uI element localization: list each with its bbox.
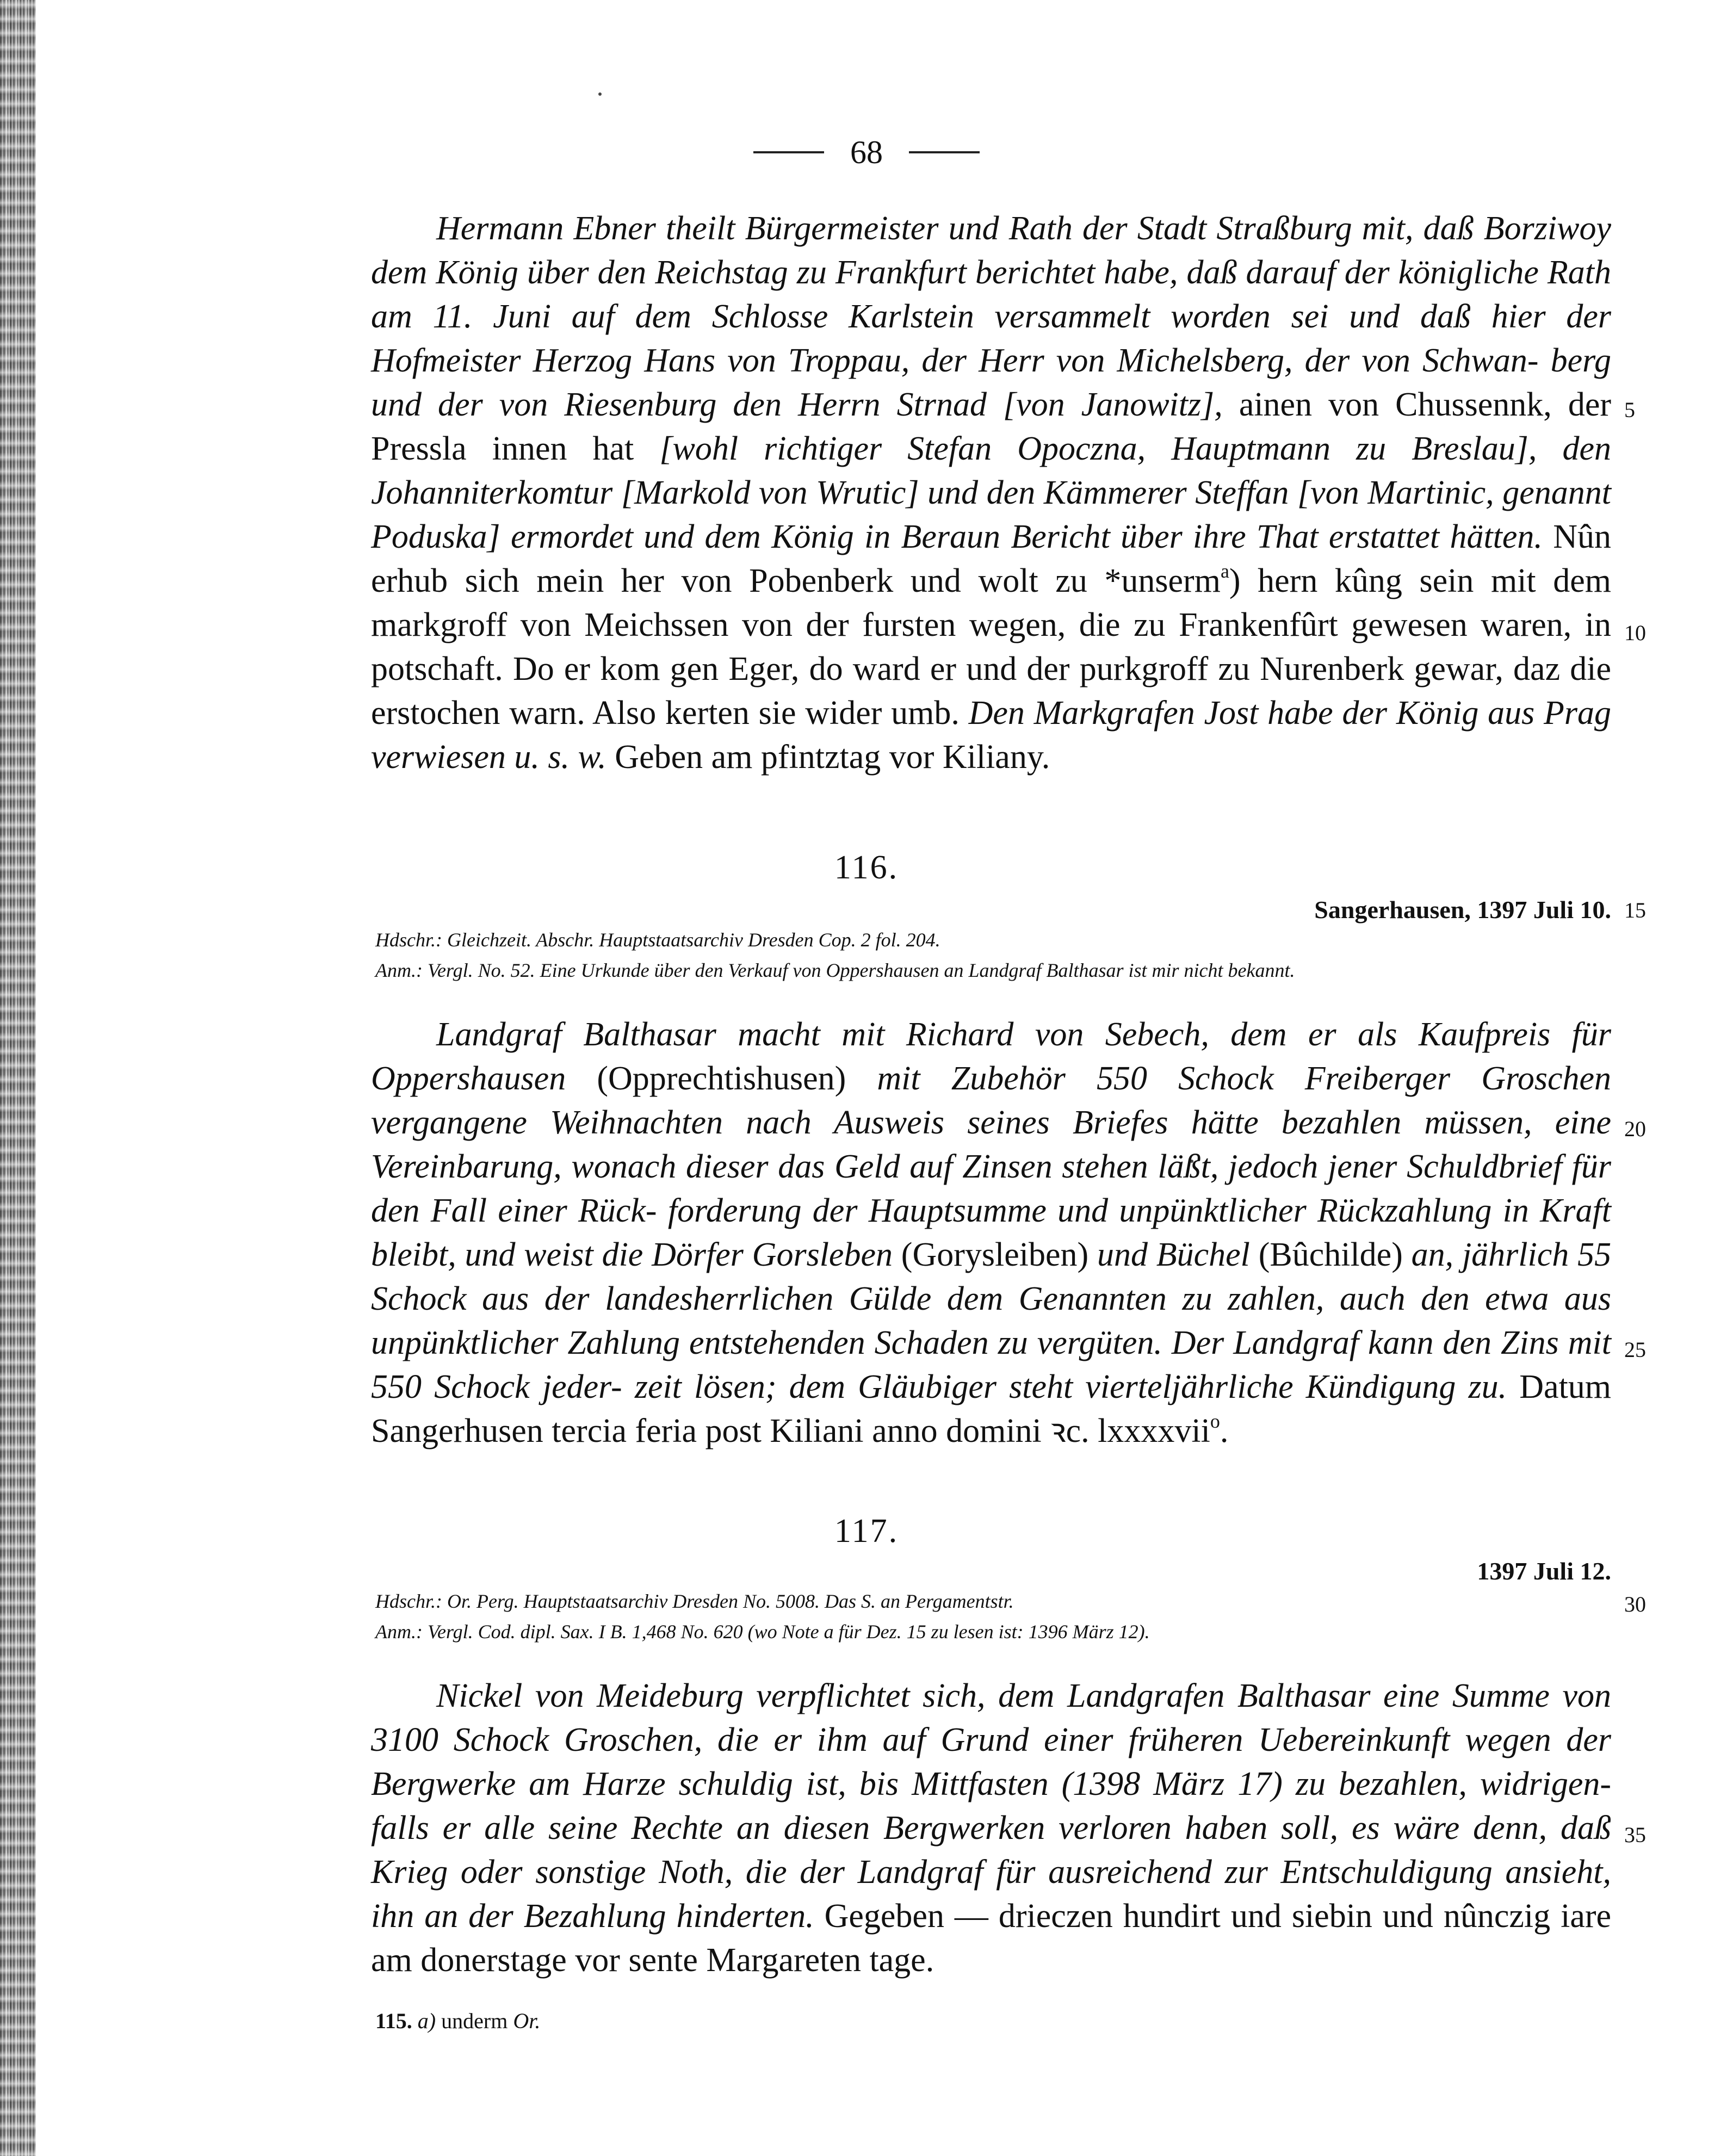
quoted-source-text: feria post Kiliani anno domini ꝛc. lxxxxvii [635, 1412, 1210, 1449]
line-number: 35 [1624, 1823, 1646, 1847]
scan-binding-edge [0, 0, 36, 2156]
document-116-summary [371, 1013, 1611, 1453]
document-116-dateline: Sangerhausen, 1397 Juli 10. [1314, 896, 1611, 924]
text-line: hier der Hofmeister Herzog Hans von Troppau, der Herr von Michelsberg, der von Schwan- [371, 298, 1611, 379]
quoted-source-text: . [1220, 1412, 1229, 1449]
footnote-text: underm [441, 2009, 508, 2033]
text-line: falls er alle seine Rechte an diesen Bergwerken verloren haben soll, es wäre denn, daß [371, 1810, 1611, 1847]
text-line: zeit lösen; dem Gläubiger steht vierteljährliche Kündigung zu. [634, 1368, 1507, 1405]
text-line: ihn an der Bezahlung hinderten. [371, 1898, 814, 1935]
quoted-source-text: (Opprechtishusen) [597, 1060, 846, 1097]
line-number: 30 [1624, 1592, 1646, 1616]
text-line: [wohl richtiger Stefan Opoczna, Hauptmann zu Breslau], den [659, 430, 1612, 467]
text-line: berg und der von Riesenburg den Herrn Strnad [von Janowitz], [371, 342, 1611, 423]
document-116-apparatus [375, 925, 1610, 986]
document-117-summary [371, 1674, 1611, 1982]
manuscript-source: Hdschr.: Gleichzeit. Abschr. Hauptstaatsarchiv Dresden Cop. 2 fol. 204. [375, 929, 940, 951]
text-line: und Büchel [1097, 1236, 1250, 1273]
text-line: Borziwoy dem König über den Reichstag zu Frankfurt berichtet habe, daß darauf der [371, 210, 1611, 291]
text-line: Den Markgrafen Jost habe [968, 695, 1333, 732]
text-line: Nickel von Meideburg verpflichtet sich, dem Landgrafen Balthasar eine Summe [436, 1677, 1550, 1714]
quoted-source-text: (Bûchilde) [1258, 1236, 1403, 1273]
text-line: Oppershausen [371, 1060, 566, 1097]
manuscript-source: Hdschr.: Or. Perg. Hauptstaatsarchiv Dresden No. 5008. Das S. an Pergamentstr. [375, 1590, 1014, 1612]
quoted-source-text: waren, in potschaft. Do er kom gen Eger, do ward er und der purkgroff zu Nurenberk [371, 606, 1612, 687]
text-line: Johanniterkomtur [Markold von Wrutic] und den Kämmerer Steffan [von Martinic, [371, 474, 1494, 511]
page-number: 68 [850, 134, 883, 170]
document-117-apparatus [375, 1586, 1610, 1647]
superscript: o [1210, 1410, 1220, 1432]
footnote-marker: a [1220, 560, 1229, 582]
text-line: entstehenden Schaden zu vergüten. Der Landgraf kann den Zins mit 550 Schock jeder- [371, 1324, 1612, 1405]
text-line: landesherrlichen Gülde dem Genannten zu zahlen, auch den etwa aus unpünktlicher Zahlung [371, 1280, 1611, 1361]
text-line: der König aus Prag verwiesen u. s. w. [371, 695, 1612, 776]
text-line: Krieg oder sonstige Noth, die der Landgraf für ausreichend zur Entschuldigung ansieht, [371, 1854, 1611, 1891]
annotation: Anm.: Vergl. No. 52. Eine Urkunde über den Verkauf von Oppershausen an Landgraf Balthasar ist mir nicht bekannt. [375, 959, 1295, 981]
quoted-source-text: Geben am pfintztag vor Kiliany. [615, 739, 1050, 776]
line-number: 5 [1624, 398, 1635, 422]
text-line: an, jährlich 55 Schock aus der [371, 1236, 1612, 1317]
quoted-source-text: Nûn erhub sich mein her von Pobenberk und wolt zu *unserm [371, 518, 1611, 599]
document-117-number: 117. [834, 1513, 899, 1550]
header-rule-left [753, 151, 824, 153]
scan-speck [598, 92, 602, 96]
quoted-source-text: iare am donerstage vor sente Margareten tage. [371, 1898, 1612, 1979]
text-line: Weihnachten nach Ausweis seines Briefes hätte bezahlen müssen, eine Vereinbarung, wonach [371, 1104, 1611, 1185]
text-line: mit Zubehör 550 Schock Freiberger Groschen vergangene [371, 1060, 1612, 1141]
line-number: 10 [1624, 621, 1646, 645]
text-line: der Bergwerke am Harze schuldig ist, bis Mittfasten (1398 März 17) zu bezahlen, widrigen- [371, 1721, 1612, 1802]
footnote-source: Or. [513, 2009, 541, 2033]
text-line: königliche Rath am 11. Juni auf dem Schlosse Karlstein versammelt worden sei und daß [371, 254, 1611, 335]
quoted-source-text: mit dem markgroff von Meichssen von der fursten wegen, die zu Frankenfûrt gewesen [371, 562, 1611, 643]
quoted-source-text: Datum Sangerhusen tercia [371, 1368, 1612, 1449]
text-line: von 3100 Schock Groschen, die er ihm auf Grund einer früheren Uebereinkunft wegen [371, 1677, 1612, 1758]
text-line: dieser das Geld auf Zinsen stehen läßt, jedoch jener Schuldbrief für den Fall einer Rück- [371, 1148, 1612, 1229]
quoted-source-text: Gegeben — drieczen hundirt und siebin und nûnczig [824, 1898, 1551, 1935]
document-116-number: 116. [834, 849, 899, 886]
text-line: forderung der Hauptsumme und unpünktlicher Rückzahlung in Kraft bleibt, und weist [371, 1192, 1611, 1273]
text-line: Hermann Ebner theilt Bürgermeister und Rath der Stadt Straßburg mit, daß [436, 210, 1474, 247]
line-number: 15 [1624, 898, 1646, 922]
line-number: 20 [1624, 1117, 1646, 1141]
footnote-label: a) [417, 2009, 436, 2033]
text-line: die Dörfer Gorsleben [602, 1236, 893, 1273]
text-line: genannt Poduska] ermordet und dem König in Beraun Bericht über ihre That erstattet [371, 474, 1612, 555]
entry-115-summary [371, 207, 1611, 779]
annotation: Anm.: Vergl. Cod. dipl. Sax. I B. 1,468 No. 620 (wo Note a für Dez. 15 zu lesen ist: 1396 März 12). [375, 1621, 1150, 1643]
header-rule-right [909, 151, 980, 153]
quoted-source-text: ainen von Chussennk, [1239, 386, 1552, 423]
quoted-source-text: gewar, daz die erstochen warn. Also kerten sie wider umb. [371, 650, 1612, 732]
quoted-source-text: ) hern kûng sein [1229, 562, 1474, 599]
footnote [375, 2008, 540, 2034]
quoted-source-text: der Pressla innen hat [371, 386, 1612, 467]
quoted-source-text: (Gorysleiben) [901, 1236, 1089, 1273]
page-number-header [0, 131, 1733, 174]
text-line: Landgraf Balthasar macht mit Richard von Sebech, dem er als Kaufpreis für [436, 1016, 1611, 1053]
text-line: hätten. [1450, 518, 1543, 555]
footnote-ref: 115. [375, 2009, 412, 2033]
document-117-dateline: 1397 Juli 12. [1477, 1557, 1611, 1585]
line-number: 25 [1624, 1337, 1646, 1362]
